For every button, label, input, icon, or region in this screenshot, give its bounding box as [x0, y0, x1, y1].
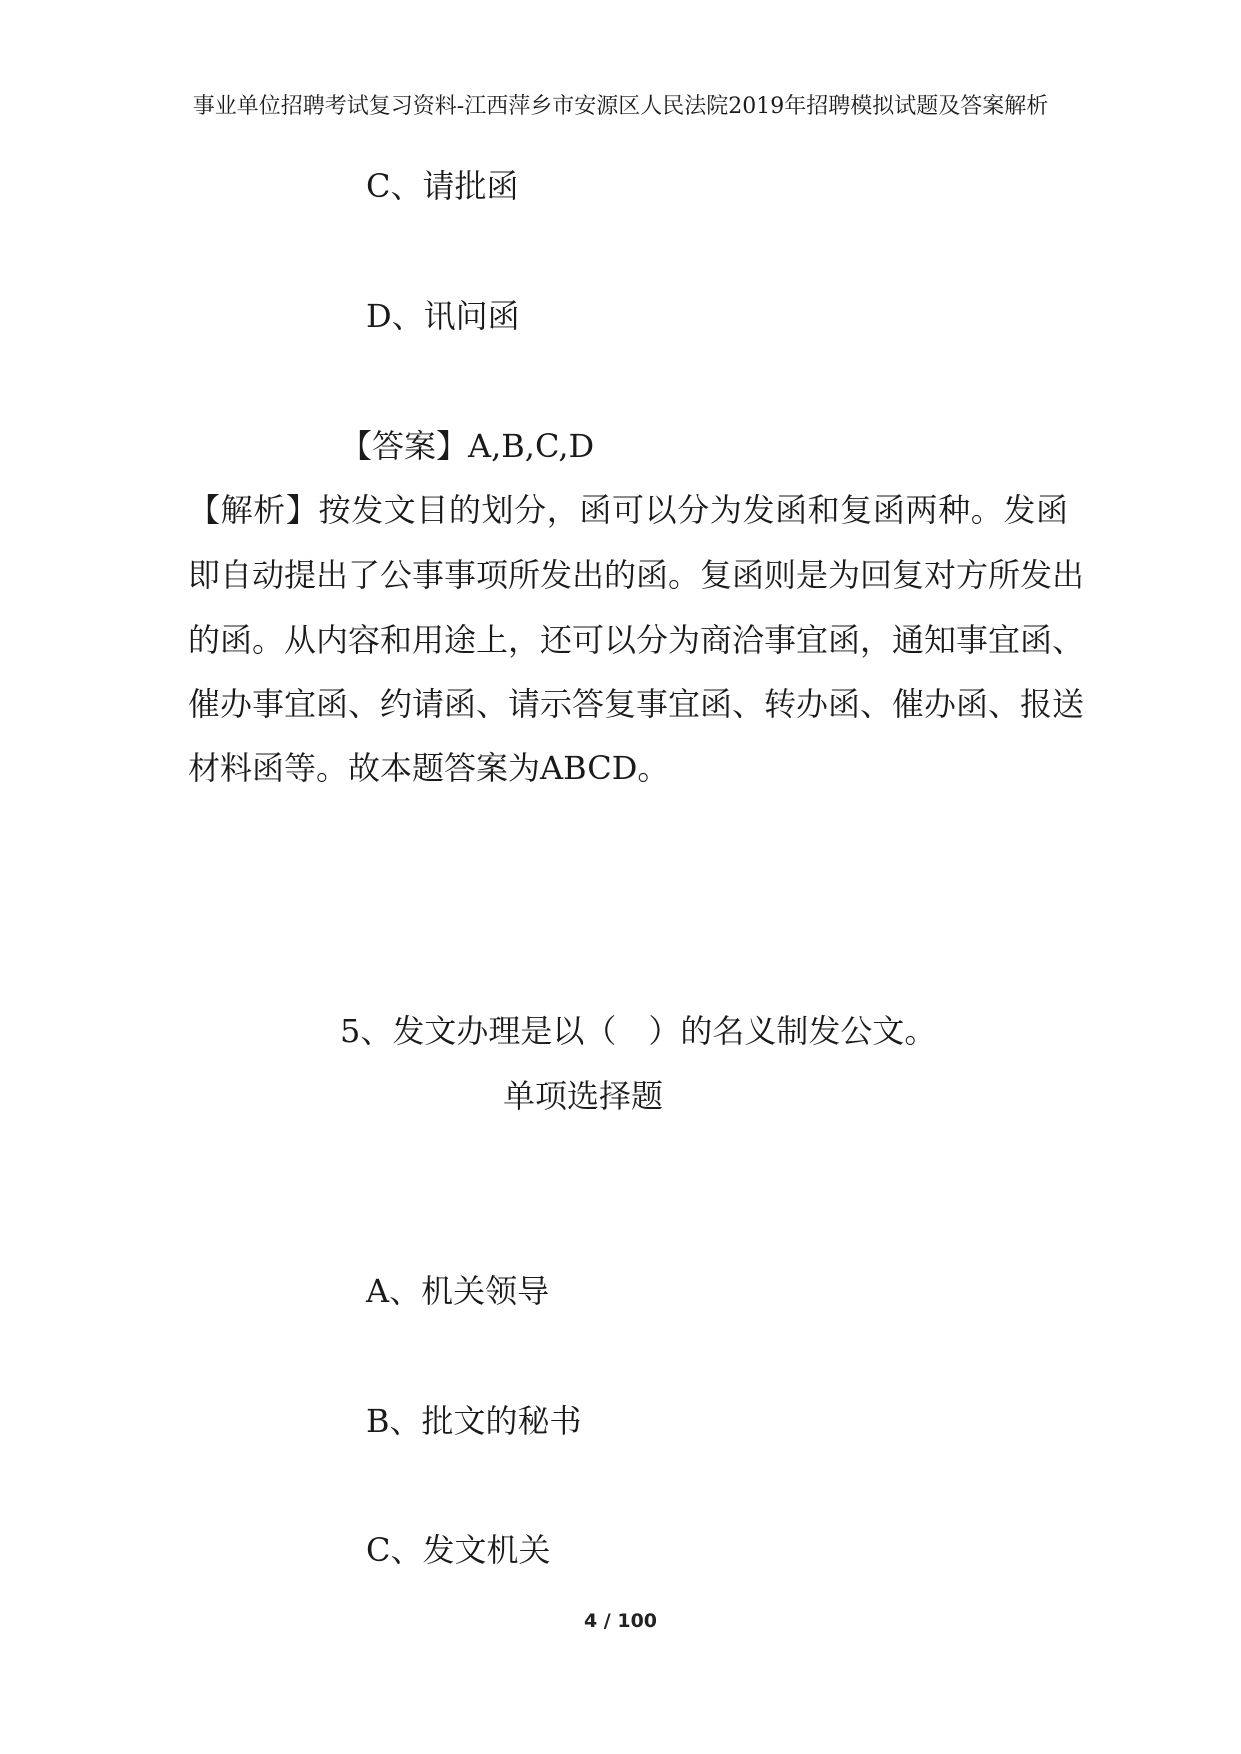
option-b: B、批文的秘书 — [366, 1402, 582, 1440]
analysis-line: 的函。从内容和用途上，还可以分为商洽事宜函，通知事宜函、 — [188, 621, 1085, 659]
option-d: D、讯问函 — [366, 297, 520, 335]
page-number: 4 / 100 — [583, 1610, 658, 1632]
option-a: A、机关领导 — [366, 1272, 550, 1310]
analysis-line: 【解析】按发文目的划分，函可以分为发函和复函两种。发函 — [188, 491, 1068, 529]
option-c: C、请批函 — [366, 167, 519, 205]
analysis-line: 材料函等。故本题答案为ABCD。 — [188, 749, 670, 787]
analysis-line: 即自动提出了公事事项所发出的函。复函则是为回复对方所发出 — [188, 556, 1085, 594]
analysis-line: 催办事宜函、约请函、请示答复事宜函、转办函、催办函、报送 — [188, 685, 1085, 723]
page-header: 事业单位招聘考试复习资料-江西萍乡市安源区人民法院2019年招聘模拟试题及答案解析 — [192, 94, 1049, 119]
option-c: C、发文机关 — [366, 1531, 551, 1569]
answer-line: 【答案】A,B,C,D — [340, 427, 595, 465]
question-title: 5、发文办理是以（ ）的名义制发公文。 — [340, 1012, 937, 1050]
question-type: 单项选择题 — [503, 1077, 664, 1115]
